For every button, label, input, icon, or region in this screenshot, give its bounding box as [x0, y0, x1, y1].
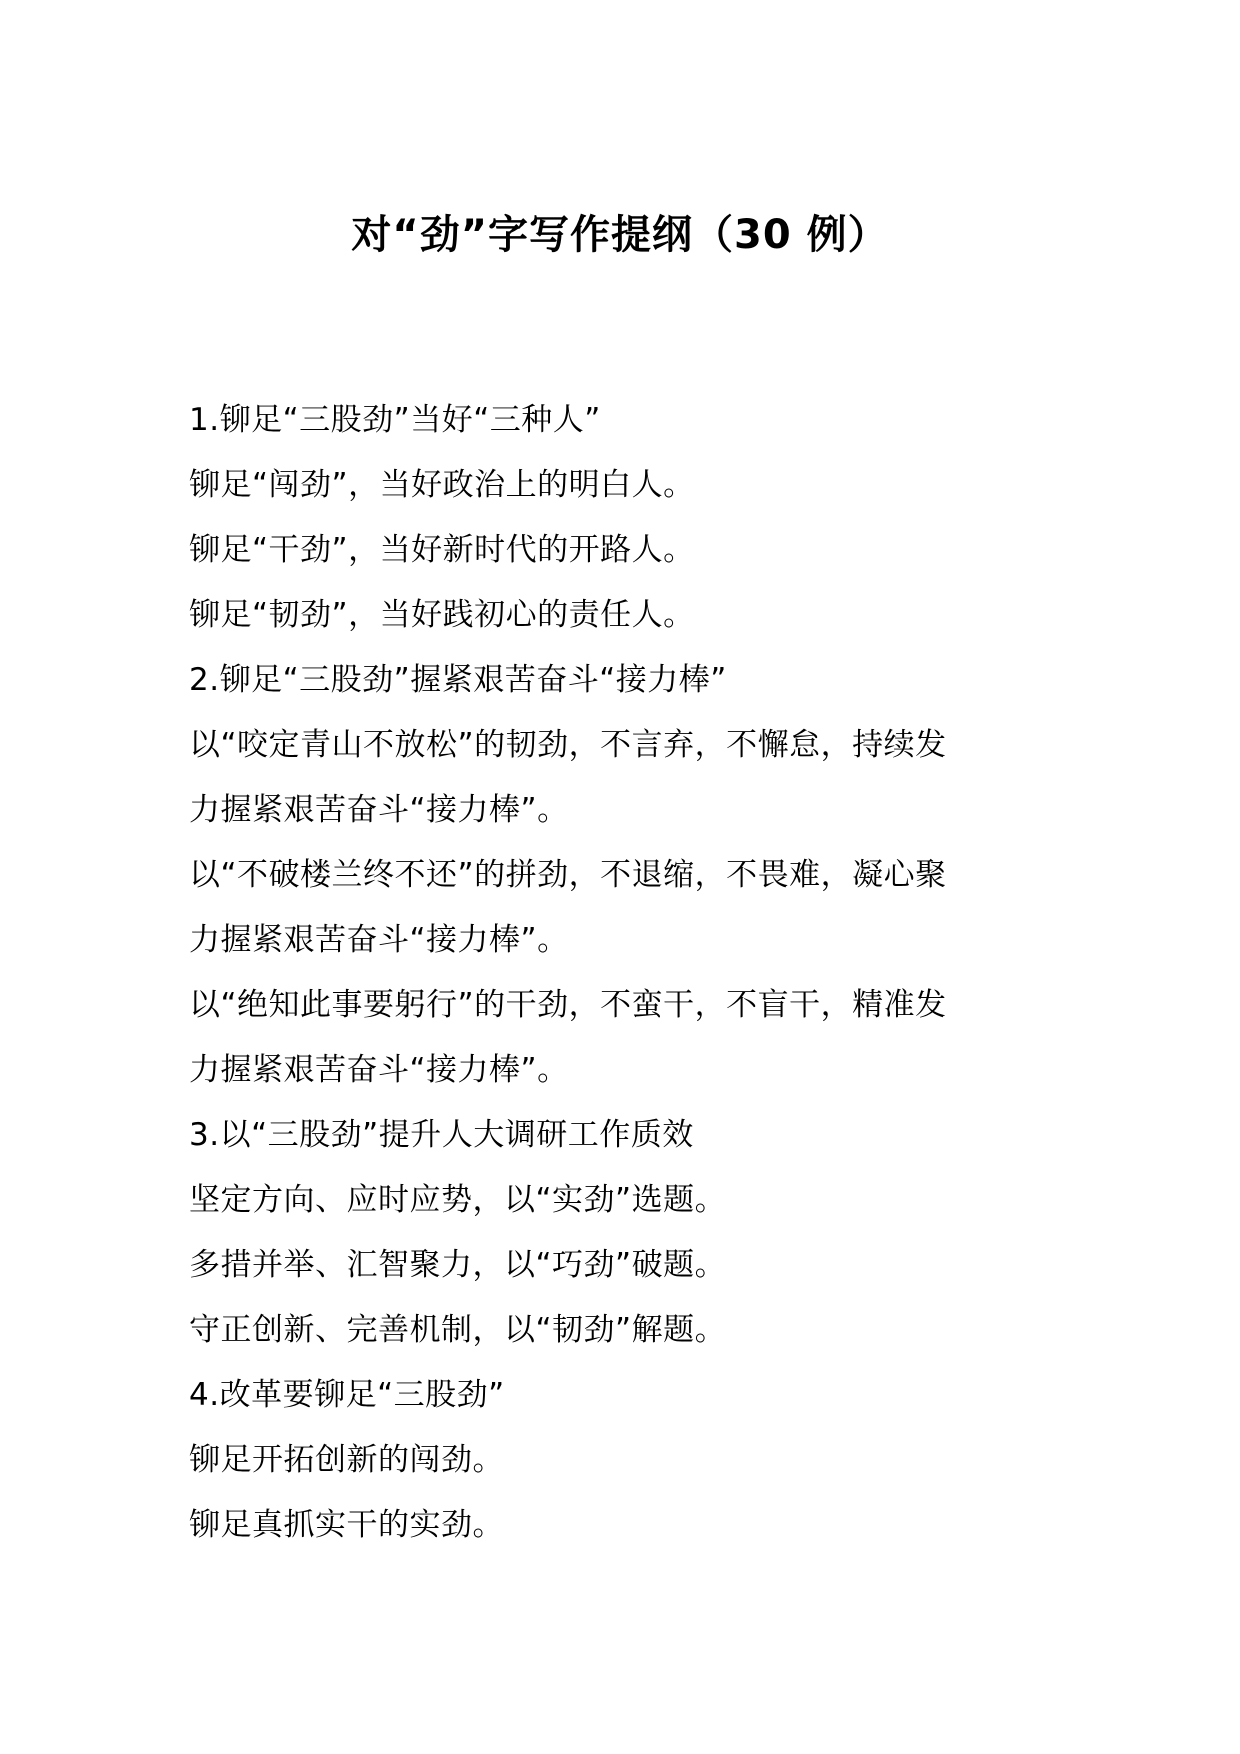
- section-heading-4: 4.改革要铆足“三股劲”: [189, 1377, 505, 1413]
- section-heading-1: 1.铆足“三股劲”当好“三种人”: [189, 402, 601, 438]
- body-line: 铆足真抓实干的实劲。: [189, 1507, 504, 1543]
- body-line: 以“咬定青山不放松”的韧劲，不言弃，不懈怠，持续发: [189, 727, 947, 763]
- body-line: 铆足开拓创新的闯劲。: [189, 1442, 504, 1478]
- body-line: 坚定方向、应时应势，以“实劲”选题。: [189, 1182, 727, 1218]
- body-line: 守正创新、完善机制，以“韧劲”解题。: [189, 1312, 727, 1348]
- body-line: 多措并举、汇智聚力，以“巧劲”破题。: [189, 1247, 727, 1283]
- body-line: 力握紧艰苦奋斗“接力棒”。: [189, 792, 569, 828]
- body-line: 铆足“闯劲”，当好政治上的明白人。: [189, 467, 695, 503]
- body-line: 力握紧艰苦奋斗“接力棒”。: [189, 922, 569, 958]
- section-heading-3: 3.以“三股劲”提升人大调研工作质效: [189, 1117, 694, 1153]
- body-line: 力握紧艰苦奋斗“接力棒”。: [189, 1052, 569, 1088]
- document-body: [189, 388, 1069, 1558]
- body-line: 以“不破楼兰终不还”的拼劲，不退缩，不畏难，凝心聚: [189, 857, 947, 893]
- body-line: 铆足“干劲”，当好新时代的开路人。: [189, 532, 695, 568]
- section-heading-2: 2.铆足“三股劲”握紧艰苦奋斗“接力棒”: [189, 662, 727, 698]
- body-line: 铆足“韧劲”，当好践初心的责任人。: [189, 597, 695, 633]
- body-line: 以“绝知此事要躬行”的干劲，不蛮干，不盲干，精准发: [189, 987, 947, 1023]
- document-title: 对“劲”字写作提纲（30 例）: [351, 212, 889, 258]
